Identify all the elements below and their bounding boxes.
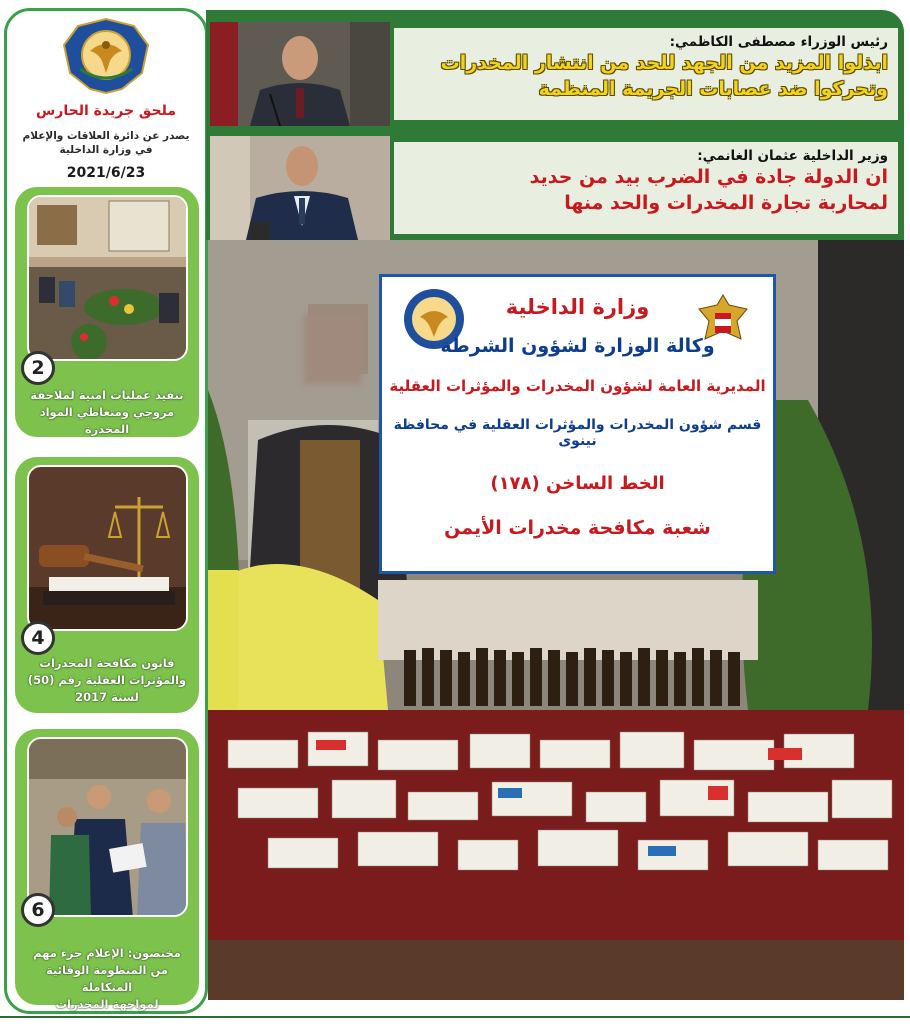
meeting-room-image	[29, 197, 188, 361]
sidebar	[4, 8, 208, 1014]
banner-agency: وكالة الوزارة لشؤون الشرطة	[440, 335, 715, 357]
banner-directorate: المديرية العامة لشؤون المخدرات والمؤثرات العقلية	[389, 377, 766, 395]
subtitle-line: في وزارة الداخلية	[59, 144, 153, 156]
headline-line: ان الدولة جادة في الضرب بيد من حديد	[529, 166, 888, 188]
supplement-title: ملحق جريدة الحارس	[35, 103, 177, 119]
meeting-photo	[27, 195, 188, 361]
teaser-card-page-2[interactable]	[15, 187, 199, 437]
banner-division: شعبة مكافحة مخدرات الأيمن	[444, 517, 711, 539]
caption-line: لمواجهة المخدرات	[55, 997, 159, 1011]
prime-minister-image	[210, 22, 390, 126]
caption-line: والمؤثرات العقلية رقم (50)	[27, 673, 187, 687]
teaser-caption	[21, 945, 193, 1013]
subtitle-line: يصدر عن دائرة العلاقات والإعلام	[22, 130, 190, 142]
issue-date: 2021/6/23	[66, 165, 146, 181]
headline-minister	[394, 142, 898, 234]
speaker-label: رئيس الوزراء مصطفى الكاظمي:	[669, 34, 888, 50]
caption-line: قانون مكافحة المخدرات	[39, 656, 175, 670]
prime-minister-photo	[210, 22, 390, 126]
teaser-card-page-6[interactable]	[15, 729, 199, 1011]
banner-hotline: الخط الساخن (١٧٨)	[490, 473, 665, 494]
banner-department: قسم شؤون المخدرات والمؤثرات العقلية في محافظة نينوى	[393, 417, 762, 449]
seized-drugs-photo	[208, 240, 904, 1000]
banner-ministry: وزارة الداخلية	[505, 295, 650, 319]
teaser-caption	[21, 387, 193, 438]
caption-line: مختصون: الإعلام جزء مهم	[33, 946, 181, 960]
headline-pm	[394, 28, 898, 120]
caption-line: من المنظومة الوقائية المتكاملة	[46, 963, 168, 994]
blurred-face	[304, 314, 362, 384]
bottom-rule	[0, 1016, 910, 1018]
page-number-badge: 6	[21, 893, 55, 927]
publisher-subtitle	[13, 129, 199, 157]
drug-unit-banner	[379, 274, 776, 574]
headline-line: وتحركوا ضد عصابات الجريمة المنظمة	[538, 78, 888, 100]
page-number-badge: 2	[21, 351, 55, 385]
ministry-logo	[60, 17, 152, 95]
interior-minister-photo	[210, 136, 390, 240]
gavel-photo	[27, 465, 188, 631]
caption-line: مروجي ومتعاطي المواد المخدرة	[39, 405, 175, 436]
headline-line: لمحاربة تجارة المخدرات والحد منها	[564, 192, 888, 214]
speaker-label: وزير الداخلية عثمان الغانمي:	[697, 148, 888, 164]
inspection-photo	[27, 737, 188, 917]
headline-line: ابذلوا المزيد من الجهد للحد من انتشار المخدرات	[440, 52, 888, 74]
caption-line: تنفيذ عمليات امنية لملاحقة	[30, 388, 184, 402]
inspection-scene-image	[29, 739, 188, 917]
gavel-scales-image	[29, 467, 188, 631]
interior-minister-image	[210, 136, 390, 240]
page-number-badge: 4	[21, 621, 55, 655]
caption-line: لسنة 2017	[75, 690, 139, 704]
teaser-card-page-4[interactable]	[15, 457, 199, 713]
teaser-caption	[21, 655, 193, 706]
